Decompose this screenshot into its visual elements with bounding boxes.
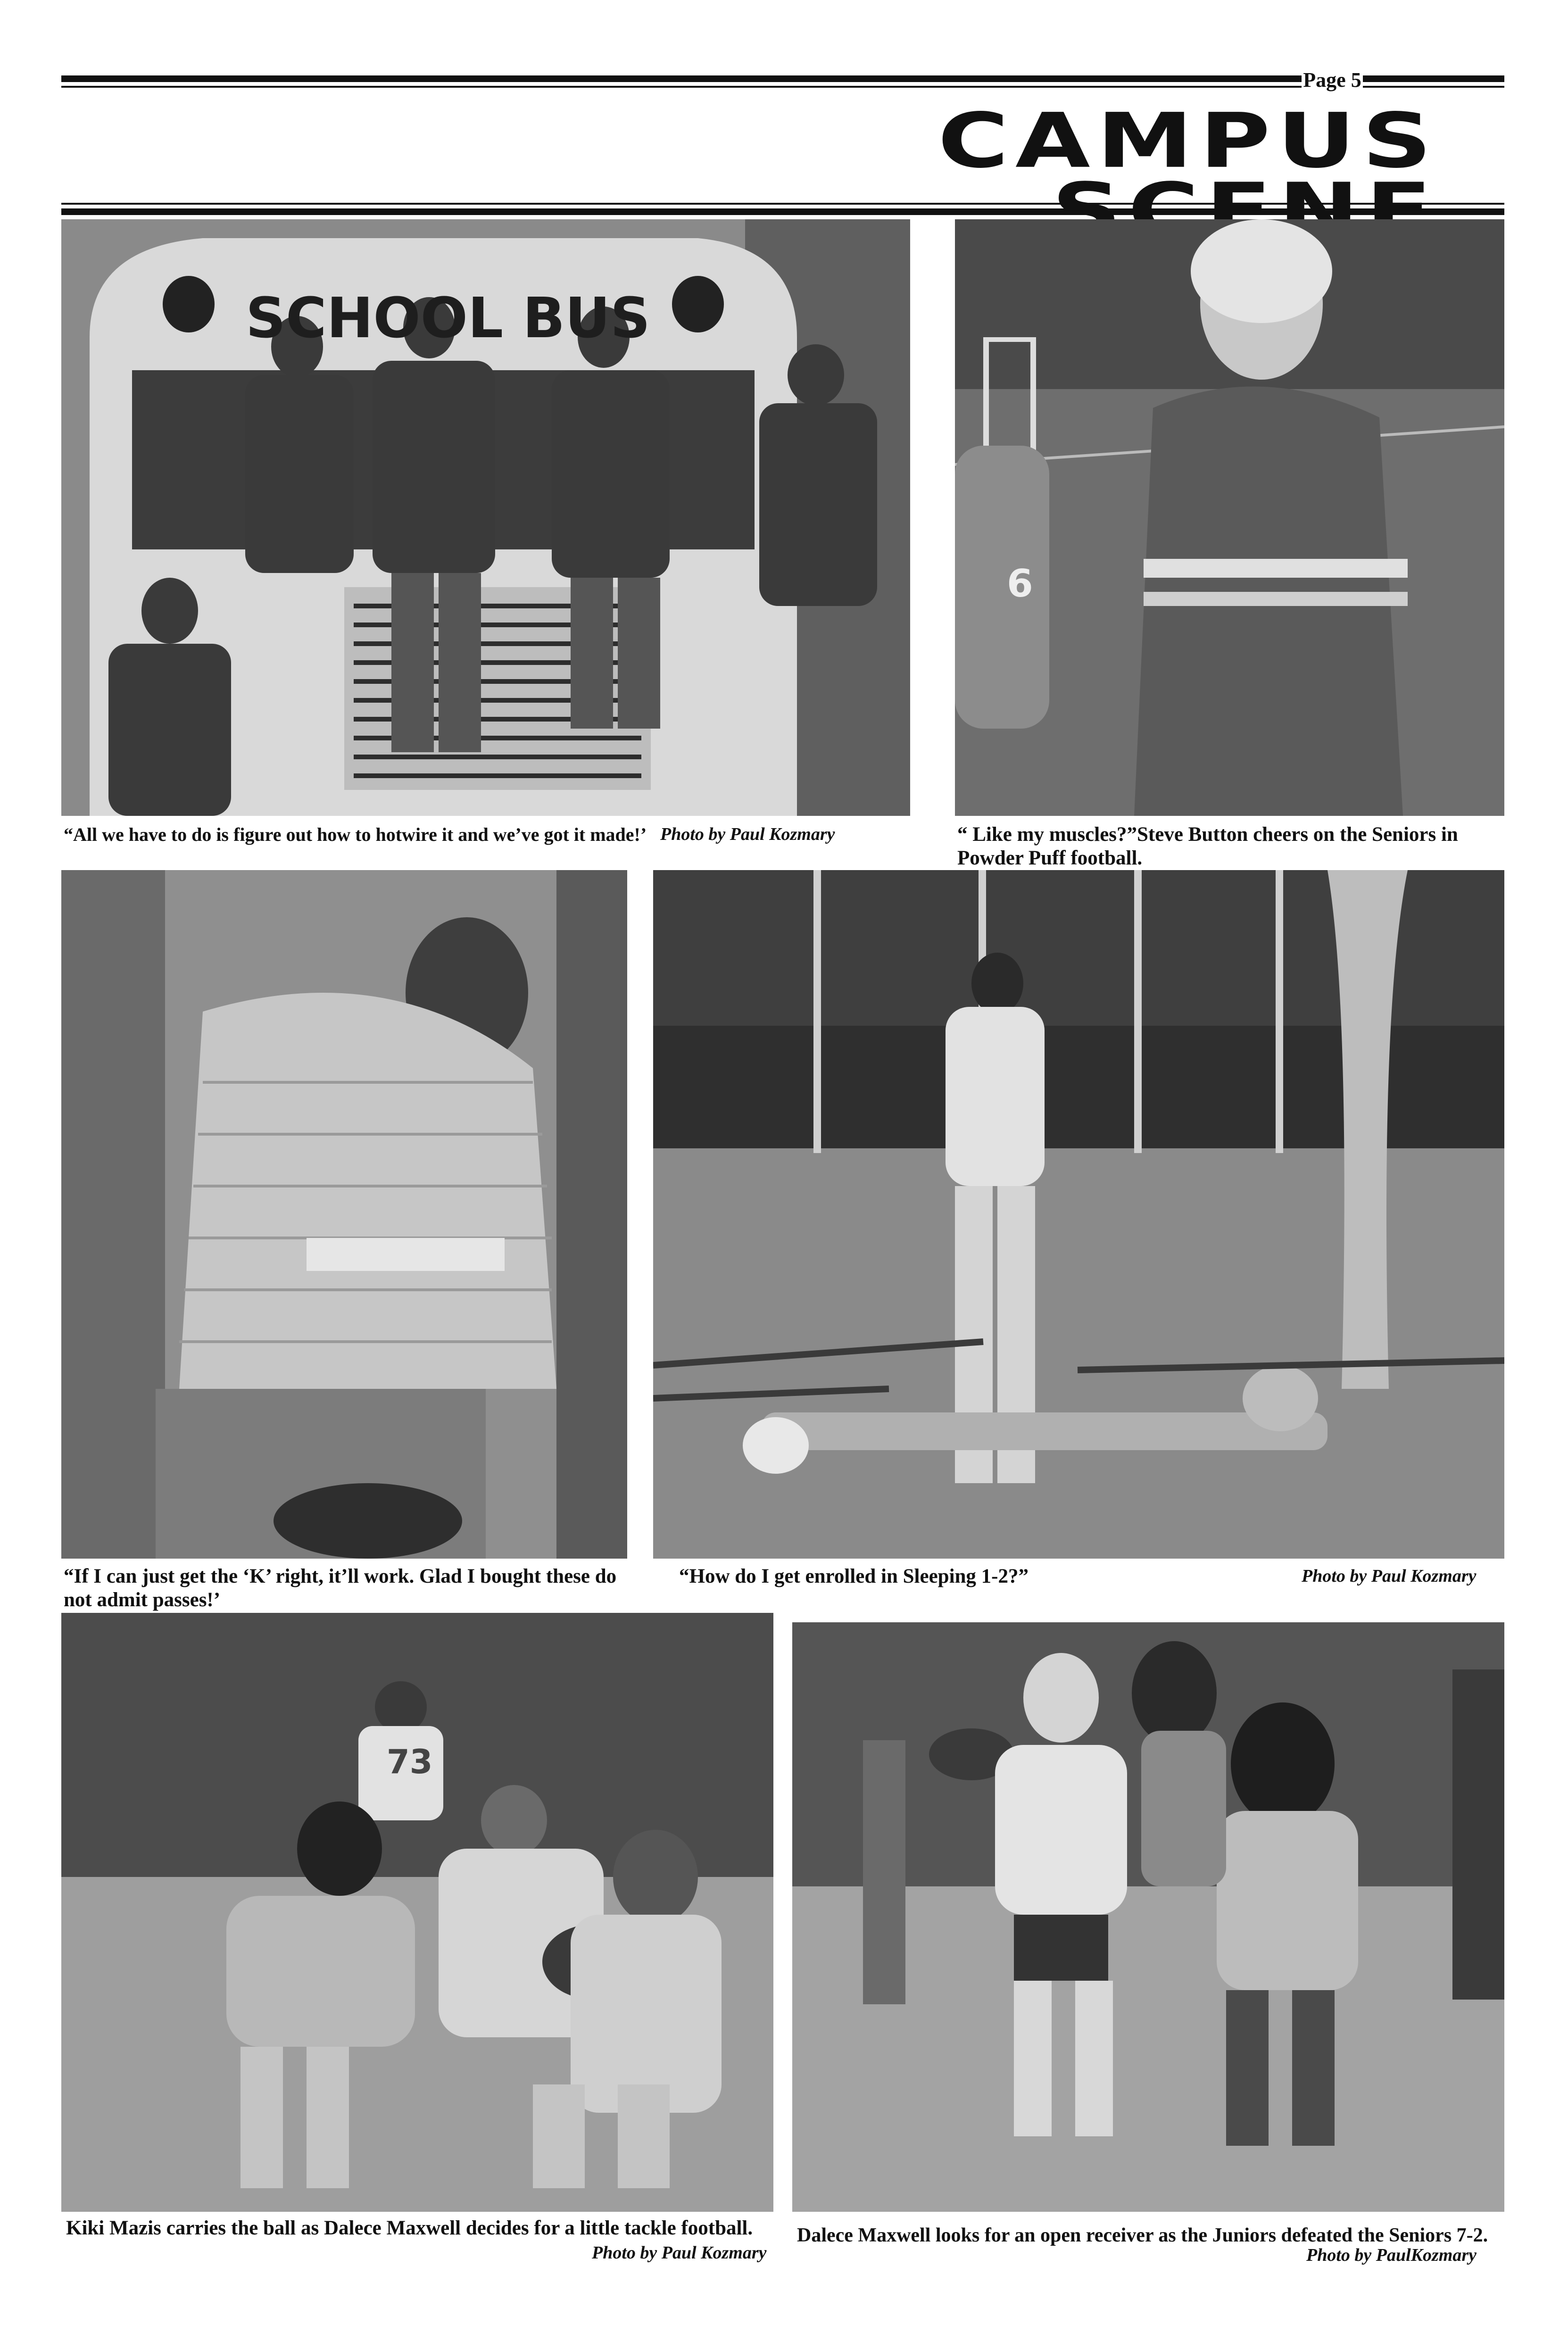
caption-school-bus: “All we have to do is figure out how to hotwire it and we’ve got it made!’ xyxy=(64,824,647,845)
svg-text:73: 73 xyxy=(387,1743,433,1781)
credit-sleeping-on-field: Photo by Paul Kozmary xyxy=(1302,1566,1477,1586)
credit-school-bus: Photo by Paul Kozmary xyxy=(660,824,835,844)
bus-sign-text: SCHOOL BUS xyxy=(246,285,650,350)
masthead-rule-thick xyxy=(61,208,1504,215)
credit-tackle-football: Photo by Paul Kozmary xyxy=(592,2243,767,2263)
photo-school-bus xyxy=(61,219,910,816)
page-number: Page 5 xyxy=(1302,66,1363,94)
caption-sleeping-on-field: “How do I get enrolled in Sleeping 1-2?” xyxy=(679,1565,1029,1587)
caption-powder-puff-cheer: “ Like my muscles?”Steve Button cheers on the Seniors in Powder Puff football. xyxy=(957,823,1458,869)
photo-student-writing xyxy=(61,870,627,1559)
top-rule-thick xyxy=(61,75,1504,82)
photo-open-receiver xyxy=(792,1622,1504,2212)
photo-powder-puff-cheer xyxy=(955,219,1504,816)
photo-sleeping-on-field xyxy=(653,870,1504,1559)
caption-open-receiver: Dalece Maxwell looks for an open receiver as the Juniors defeated the Seniors 7-2. xyxy=(797,2225,1488,2246)
photo-tackle-football xyxy=(61,1613,773,2212)
svg-text:6: 6 xyxy=(1007,562,1033,606)
masthead-rule-thin xyxy=(61,203,1504,205)
section-title: CAMPUS xyxy=(937,97,1438,185)
top-rule-thin xyxy=(61,86,1504,88)
caption-student-writing: “If I can just get the ‘K’ right, it’ll work. Glad I bought these do not admit passes!’ xyxy=(64,1565,617,1611)
caption-tackle-football: Kiki Mazis carries the ball as Dalece Maxwell decides for a little tackle football. xyxy=(66,2217,753,2239)
credit-open-receiver: Photo by PaulKozmary xyxy=(1306,2245,1477,2265)
